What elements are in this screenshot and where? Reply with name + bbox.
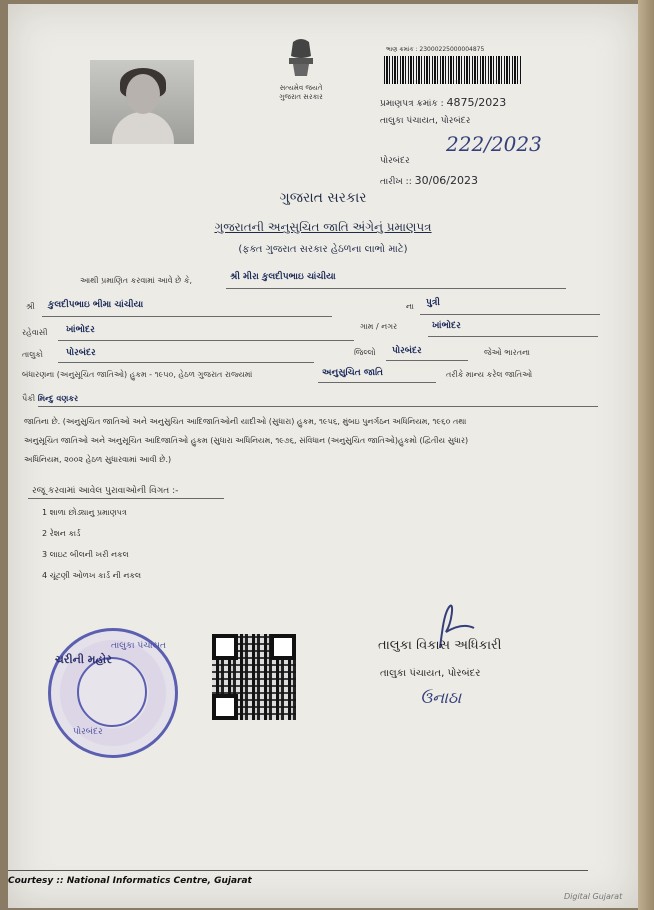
- emblem-icon: [281, 36, 321, 80]
- district-line: [386, 360, 468, 361]
- relation-line: [420, 314, 600, 315]
- list-item: 3 લાઇટ બીલની ખરી નકલ: [42, 550, 129, 559]
- caste-value: મિન્દુ વણકર: [37, 394, 79, 403]
- category-value: અનુસુચિત જાતિ: [322, 368, 383, 378]
- certificate-number-row: [380, 96, 506, 109]
- list-item: 4 ચૂંટણી ઓળખ કાર્ડ ની નકલ: [42, 571, 142, 580]
- applicant-name: શ્રી મીરા કુલદીપભાઇ ચાંચીયા: [230, 272, 336, 282]
- government-title: ગુજરાત સરકાર: [279, 190, 367, 206]
- signatory-handwriting: ઉનાઠા: [420, 688, 462, 707]
- legal-paragraph: [24, 412, 614, 469]
- certificate-note: (ફક્ત ગુજરાત સરકાર હેઠળના લાભો માટે): [238, 244, 408, 255]
- list-item: 2 રેશન કાર્ડ: [42, 529, 81, 538]
- intro-text: આથી પ્રમાણિત કરવામાં આવે છે કે,: [80, 276, 193, 285]
- documents-heading: રજૂ કરવામાં આવેલ પુરાવાઓની વિગત :-: [32, 486, 179, 496]
- date-value: 30/06/2023: [414, 174, 479, 187]
- signatory-office: તાલુકા પંચાયત, પોરબંદર: [380, 668, 481, 679]
- emblem-motto: સત્યમેવ જયતે: [279, 84, 323, 92]
- photo-body: [112, 112, 174, 144]
- barcode: [384, 56, 522, 84]
- date-label: તારીખ ::: [380, 177, 412, 187]
- barcode-label: ભાણ ક્રમાંક : 23000225000004875: [386, 46, 485, 53]
- seal-top-text: તાલુકા પંચાયત: [111, 641, 166, 651]
- qr-finder: [212, 634, 238, 660]
- relation-value: પુત્રી: [426, 298, 440, 308]
- certificate-number-label: પ્રમાણપત્ર ક્રમાંક :: [380, 99, 444, 109]
- emblem-caption: ગુજરાત સરકાર: [279, 93, 323, 101]
- relation-label: ના: [406, 302, 414, 311]
- taluka-line: [58, 362, 314, 363]
- documents-list: [42, 508, 141, 592]
- resident-value: ખાંભોદર: [66, 325, 95, 335]
- order-text: બંધારણના (અનુસૂચિત જાતિઓ) હુકમ - ૧૯૫૦, હેઠળ ગુજરાત રાજ્યમાં: [22, 370, 253, 379]
- page-edge: [638, 0, 654, 910]
- certificate-sheet: [8, 4, 638, 908]
- resident-label: રહેવાસી: [22, 328, 48, 337]
- qr-finder: [270, 634, 296, 660]
- footer-digital: Digital Gujarat: [564, 892, 623, 901]
- recognized-text: તરીકે માન્ય કરેલ જાતિઓ: [446, 370, 533, 379]
- caste-line: [38, 406, 598, 407]
- seal-handwriting: ચરીની મહોર: [55, 653, 112, 666]
- list-item: 1 શાળા છોડ્યાનુ પ્રમાણપત્ર: [42, 508, 127, 517]
- resident-line: [58, 340, 354, 341]
- category-line: [318, 382, 436, 383]
- date-row: [380, 174, 478, 187]
- name-line: [226, 288, 566, 289]
- footer-divider: [8, 870, 588, 871]
- paragraph-line: અધિનિયમ, ૨૦૦૨ હેઠળ સુધારવામાં આવી છે.): [24, 455, 172, 464]
- certificate-number: 4875/2023: [446, 96, 507, 109]
- taluka-label: તાલુકો: [22, 350, 43, 359]
- qr-finder: [212, 694, 238, 720]
- qr-code: [212, 634, 296, 720]
- photo-face: [126, 74, 160, 114]
- shri-label: શ્રી: [26, 302, 35, 311]
- village-line: [428, 336, 598, 337]
- place: પોરબંદર: [380, 156, 410, 166]
- caste-row: [22, 394, 78, 404]
- official-seal: [48, 628, 178, 758]
- village-value: ખાંભોદર: [432, 321, 461, 331]
- signatory-title: તાલુકા વિકાસ અધિકારી: [378, 638, 502, 653]
- caste-prefix: પૈકી: [22, 394, 36, 403]
- handwritten-number: 222/2023: [446, 132, 542, 156]
- district-label: જિલ્લો: [354, 348, 376, 357]
- paragraph-line: જાતિના છે. (અનુસુચિત જાતિઓ અને અનુસુચિત આદિજાતિઓની યાદીઓ (સુધારા) હુકમ, ૧૯૫૬, મુંબઇ પુનર્ગઠન અધિનિયમ, ૧૯૬૦ તથા: [24, 417, 467, 426]
- paragraph-line: અનુસૂચિત જાતિઓ અને અનુસૂચિત આદિજાતિઓ હુકમ (સુધારા અધિનિયમ, ૧૯૭૬, સંવિધાન (અનુસુચિત જાતિઓ)હુકમો (દ્વિતીય સુધાર): [24, 436, 469, 445]
- seal-inner-ring: [77, 657, 147, 727]
- footer-courtesy: Courtesy :: National Informatics Centre, Gujarat: [8, 876, 252, 886]
- taluka-value: પોરબંદર: [66, 348, 96, 358]
- documents-heading-line: [28, 498, 224, 499]
- indian-constitution-text: જેઓ ભારતના: [484, 348, 531, 357]
- seal-bottom-text: પોરબંદર: [73, 727, 103, 737]
- certificate-title: ગુજરાતની અનુસુચિત જાતિ અંગેનું પ્રમાણપત્ર: [214, 220, 432, 234]
- district-value: પોરબંદર: [392, 346, 422, 356]
- village-label: ગામ / નગર: [360, 322, 398, 331]
- father-name: કુલદીપભાઇ ભીમા ચાંચીયા: [48, 300, 144, 310]
- applicant-photo: [90, 60, 194, 144]
- issuer-line: તાલુકા પંચાયત, પોરબંદર: [380, 116, 471, 126]
- state-emblem: [270, 36, 332, 106]
- father-line: [42, 316, 332, 317]
